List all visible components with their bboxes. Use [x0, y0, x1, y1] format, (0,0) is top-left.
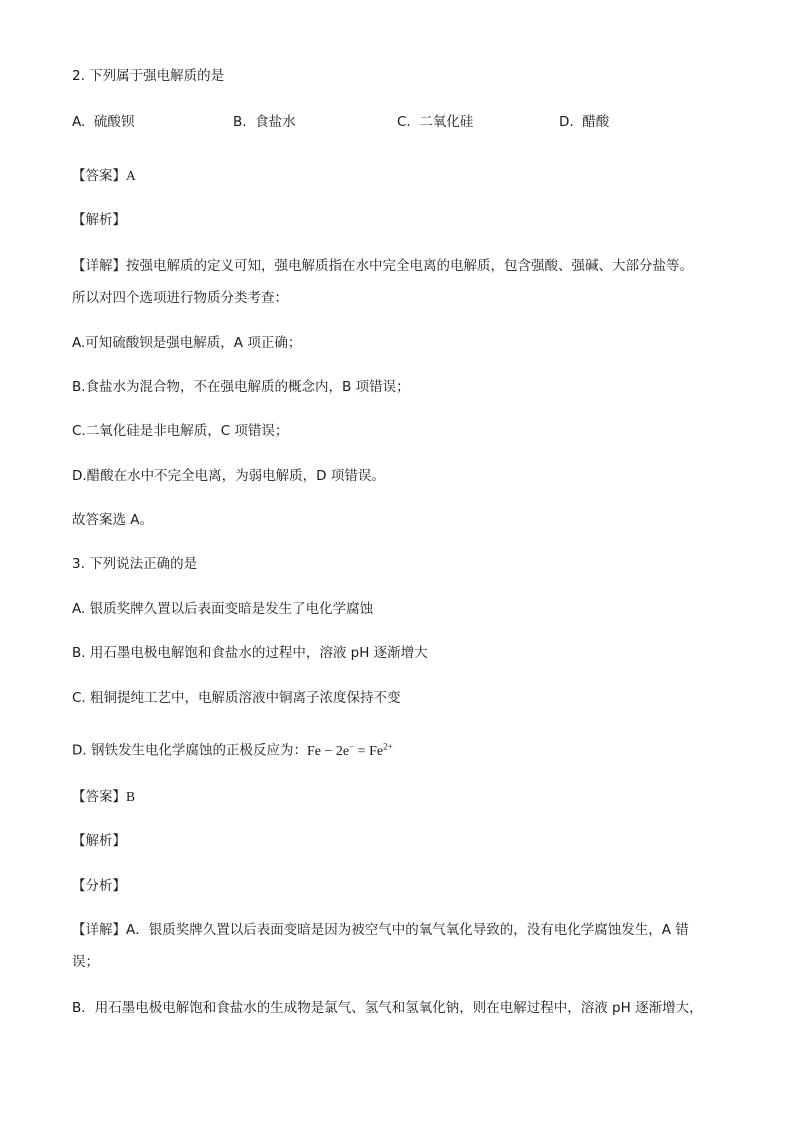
detail-text: A．银质奖牌久置以后表面变暗是因为被空气中的氧气氧化导致的，没有电化学腐蚀发生，A 错 [126, 922, 689, 938]
formula-superscript-ion: 2+ [383, 741, 393, 751]
q3-detail-a-line-1 [72, 920, 689, 940]
option-letter: D. [559, 114, 574, 130]
q2-explain-a: A.可知硫酸钡是强电解质，A 项正确； [72, 335, 302, 351]
q2-analysis-tag: 【解析】 [72, 212, 126, 228]
option-text: 硫酸钡 [93, 114, 135, 130]
option-text: D. 钢铁发生电化学腐蚀的正极反应为： [72, 742, 307, 759]
q2-conclusion: 故答案选 A。 [72, 512, 154, 528]
q3-option-a: A. 银质奖牌久置以后表面变暗是发生了电化学腐蚀 [72, 601, 374, 617]
answer-value: A [126, 168, 136, 183]
answer-value: B [126, 789, 136, 804]
q2-answer [72, 166, 136, 186]
q2-detail-line-2: 所以对四个选项进行物质分类考查： [72, 290, 288, 306]
q3-analysis-tag: 【解析】 [72, 833, 126, 849]
q2-option-a [72, 112, 134, 132]
formula-superscript-charge: − [349, 741, 355, 751]
option-letter: B. [233, 114, 247, 130]
option-text: 醋酸 [582, 114, 610, 130]
q2-option-c [397, 112, 473, 132]
q3-detail-b-line-1: B．用石墨电极电解饱和食盐水的生成物是氯气、氢气和氢氧化钠，则在电解过程中，溶液 pH 逐渐增大， [72, 1000, 703, 1016]
answer-tag: 【答案】 [72, 789, 126, 805]
option-text: 食盐水 [255, 114, 296, 130]
q3-answer [72, 787, 135, 807]
q2-option-d [559, 112, 609, 132]
q2-detail-line-1 [72, 256, 693, 276]
question-3-stem: 3. 下列说法正确的是 [72, 556, 198, 572]
option-letter: C. [397, 114, 411, 130]
formula-lhs: Fe − 2e [306, 743, 350, 759]
detail-tag: 【详解】 [72, 922, 126, 938]
q3-detail-a-line-2: 误； [72, 954, 99, 970]
reaction-formula [306, 741, 393, 759]
question-2-stem: 2. 下列属于强电解质的是 [72, 68, 225, 84]
formula-rhs: = Fe [354, 743, 384, 759]
q2-option-b [233, 112, 296, 132]
option-text: 二氧化硅 [419, 114, 474, 130]
q3-fenxi-tag: 【分析】 [72, 878, 126, 894]
q3-option-b: B. 用石墨电极电解饱和食盐水的过程中，溶液 pH 逐渐增大 [72, 645, 428, 661]
q2-explain-c: C.二氧化硅是非电解质，C 项错误； [72, 423, 289, 439]
q2-explain-b: B.食盐水为混合物，不在强电解质的概念内，B 项错误； [72, 379, 410, 395]
detail-tag: 【详解】 [72, 258, 126, 274]
option-letter: A. [72, 114, 86, 130]
q3-option-c: C. 粗铜提纯工艺中，电解质溶液中铜离子浓度保持不变 [72, 690, 401, 706]
q3-option-d [72, 736, 393, 762]
detail-text: 按强电解质的定义可知，强电解质指在水中完全电离的电解质，包含强酸、强碱、大部分盐等。 [126, 258, 693, 274]
answer-tag: 【答案】 [72, 168, 126, 184]
q2-explain-d: D.醋酸在水中不完全电离，为弱电解质，D 项错误。 [72, 468, 385, 484]
